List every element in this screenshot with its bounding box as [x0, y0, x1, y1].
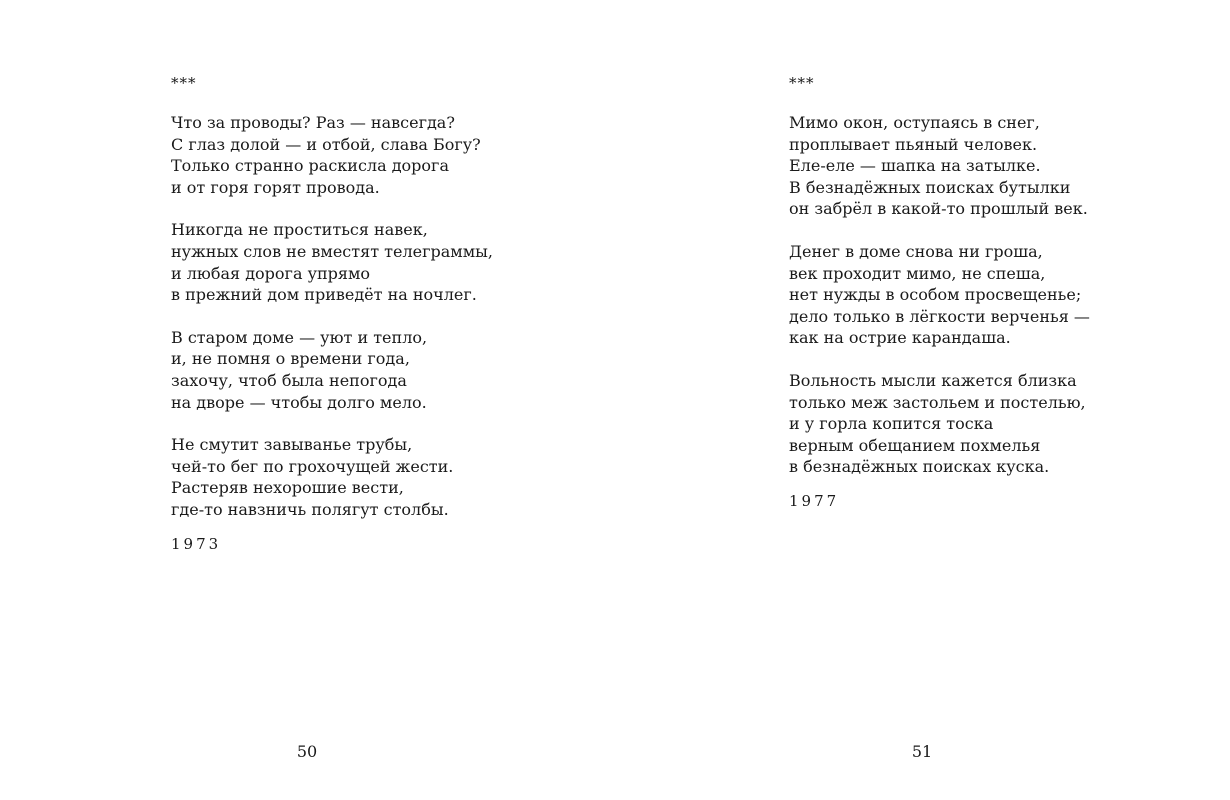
- poem: [789, 72, 1090, 512]
- poem-line: и, не помня о времени года,: [171, 349, 410, 369]
- poem-line: дело только в лёгкости верченья —: [789, 306, 1090, 326]
- poem-line: чей-то бег по грохочущей жести.: [171, 456, 454, 476]
- poem-line: где-то навзничь полягут столбы.: [171, 499, 449, 519]
- stanza: [171, 219, 493, 305]
- poem-line: только меж застольем и постелью,: [789, 392, 1086, 412]
- stanza: [789, 241, 1090, 349]
- poem-line: в безнадёжных поисках куска.: [789, 457, 1050, 477]
- stanza: [171, 327, 493, 413]
- poem-line: В старом доме — уют и тепло,: [171, 327, 428, 347]
- poem-line: В безнадёжных поисках бутылки: [789, 177, 1071, 197]
- right-page: [615, 0, 1230, 800]
- stanza: [171, 112, 493, 198]
- poem-line: и у горла копится тоска: [789, 414, 994, 434]
- stanza: [171, 434, 493, 520]
- poem-line: на дворе — чтобы долго мело.: [171, 392, 427, 412]
- poem-line: как на острие карандаша.: [789, 328, 1011, 348]
- poem-line: Вольность мысли кажется близка: [789, 370, 1077, 390]
- poem-line: Никогда не проститься навек,: [171, 220, 428, 240]
- poem-line: нет нужды в особом просвещенье;: [789, 285, 1082, 305]
- poem-line: проплывает пьяный человек.: [789, 134, 1038, 154]
- poem-line: верным обещанием похмелья: [789, 435, 1041, 455]
- poem: [171, 72, 493, 555]
- poem-line: Мимо окон, оступаясь в снег,: [789, 113, 1040, 132]
- poem-line: Еле-еле — шапка на затылке.: [789, 156, 1041, 176]
- poem-line: он забрёл в какой-то прошлый век.: [789, 199, 1088, 219]
- poem-year: 1977: [789, 491, 840, 510]
- poem-line: нужных слов не вместят телеграммы,: [171, 241, 493, 261]
- poem-separator: ***: [789, 74, 815, 92]
- poem-line: и от горя горят провода.: [171, 177, 380, 197]
- poem-line: в прежний дом приведёт на ночлег.: [171, 285, 477, 305]
- stanza: [789, 112, 1090, 220]
- poem-line: С глаз долой — и отбой, слава Богу?: [171, 134, 481, 154]
- poem-separator: ***: [171, 74, 197, 92]
- stanza: [789, 370, 1090, 478]
- poem-line: Что за проводы? Раз — навсегда?: [171, 113, 455, 132]
- page-number: 51: [911, 742, 933, 761]
- poem-line: Денег в доме снова ни гроша,: [789, 241, 1043, 261]
- poem-year: 1973: [171, 534, 222, 553]
- page-number: 50: [296, 742, 318, 761]
- poem-line: век проходит мимо, не спеша,: [789, 263, 1046, 283]
- poem-line: Растеряв нехорошие вести,: [171, 478, 404, 498]
- poem-line: Не смутит завыванье трубы,: [171, 435, 413, 455]
- poem-line: и любая дорога упрямо: [171, 263, 371, 283]
- poem-line: захочу, чтоб была непогода: [171, 370, 407, 390]
- poem-line: Только странно раскисла дорога: [171, 156, 449, 176]
